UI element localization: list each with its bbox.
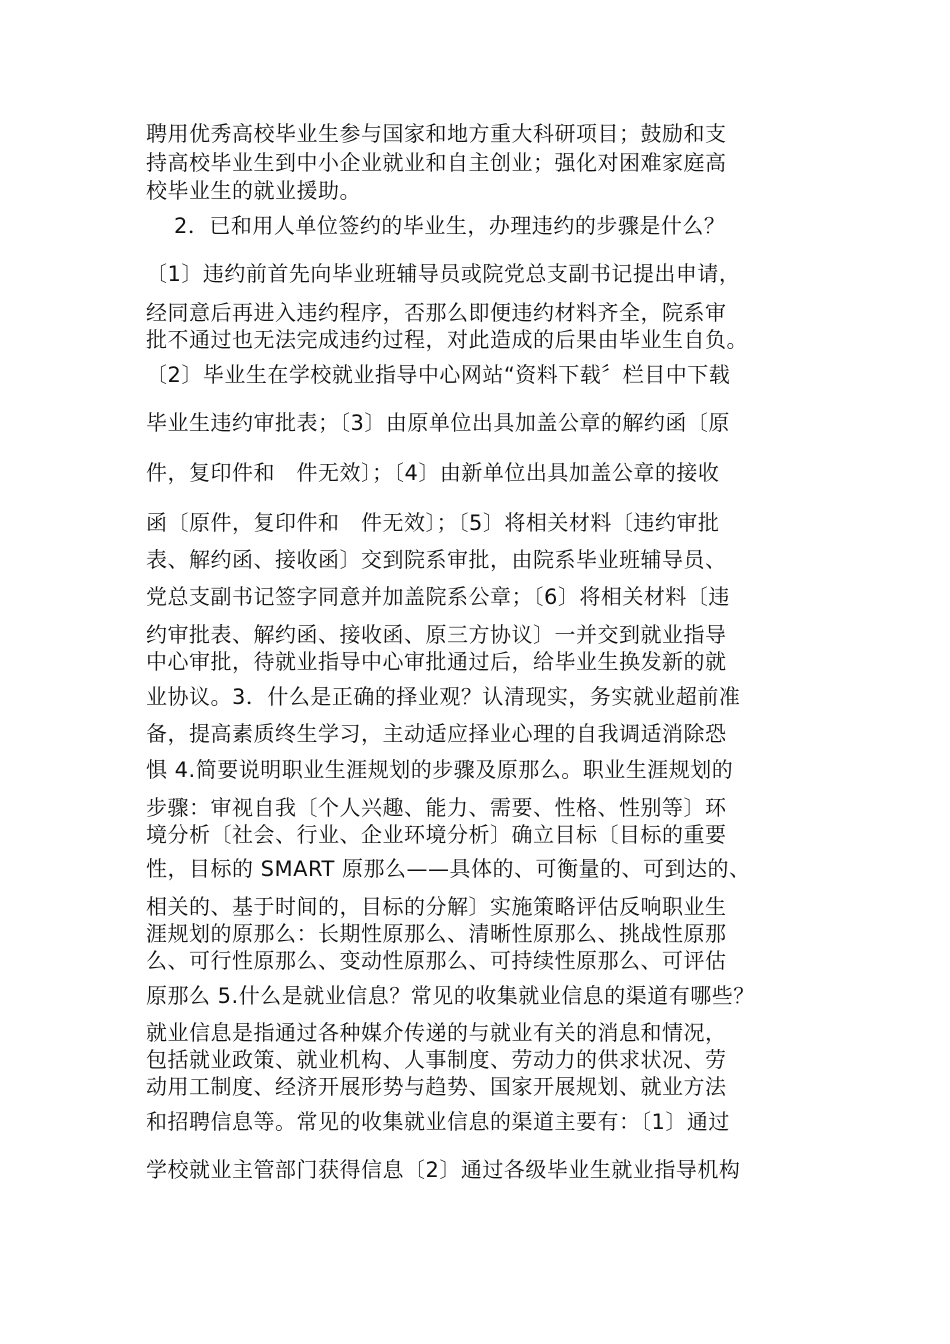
- text-line: 〔2〕毕业生在学校就业指导中心网站“资料下载〞栏目中下载: [146, 363, 731, 387]
- text-line: 聘用优秀高校毕业生参与国家和地方重大科研项目；鼓励和支: [146, 122, 727, 146]
- text-line: 持高校毕业生到中小企业就业和自主创业；强化对困难家庭高: [146, 151, 727, 175]
- text-line: 党总支副书记签字同意并加盖院系公章；〔6〕将相关材料〔违: [146, 585, 730, 609]
- text-line: 包括就业政策、就业机构、人事制度、劳动力的供求状况、劳: [146, 1048, 727, 1072]
- text-line: 经同意后再进入违约程序，否那么即便违约材料齐全，院系审: [146, 301, 727, 325]
- text-line: 境分析〔社会、行业、企业环境分析〕确立目标〔目标的重要: [146, 823, 727, 847]
- text-line: 中心审批，待就业指导中心审批通过后，给毕业生换发新的就: [146, 650, 727, 674]
- text-line: 性，目标的 SMART 原那么——具体的、可衡量的、可到达的、: [146, 857, 751, 881]
- text-line: 件，复印件和 件无效〕；〔4〕由新单位出具加盖公章的接收: [146, 461, 720, 485]
- text-line: 〔1〕违约前首先向毕业班辅导员或院党总支副书记提出申请，: [146, 262, 741, 286]
- text-line: 学校就业主管部门获得信息〔2〕通过各级毕业生就业指导机构: [146, 1158, 741, 1182]
- question-heading: 2．已和用人单位签约的毕业生，办理违约的步骤是什么？: [174, 214, 726, 238]
- text-line: 约审批表、解约函、接收函、原三方协议〕一并交到就业指导: [146, 623, 727, 647]
- text-line: 业协议。3．什么是正确的择业观？认清现实，务实就业超前准: [146, 685, 741, 709]
- text-line: 动用工制度、经济开展形势与趋势、国家开展规划、就业方法: [146, 1075, 727, 1099]
- text-line: 惧 4.简要说明职业生涯规划的步骤及原那么。职业生涯规划的: [146, 758, 734, 782]
- text-line: 步骤：审视自我〔个人兴趣、能力、需要、性格、性别等〕环: [146, 796, 727, 820]
- text-line: 和招聘信息等。常见的收集就业信息的渠道主要有：〔1〕通过: [146, 1110, 730, 1134]
- text-line: 批不通过也无法完成违约过程，对此造成的后果由毕业生自负。: [146, 328, 748, 352]
- text-line: 备，提高素质终生学习，主动适应择业心理的自我调适消除恐: [146, 722, 727, 746]
- text-line: 相关的、基于时间的，目标的分解〕实施策略评估反响职业生: [146, 895, 727, 919]
- text-line: 涯规划的原那么：长期性原那么、清晰性原那么、挑战性原那: [146, 922, 727, 946]
- text-line: 就业信息是指通过各种媒介传递的与就业有关的消息和情况，: [146, 1021, 727, 1045]
- text-line: 函〔原件，复印件和 件无效〕；〔5〕将相关材料〔违约审批: [146, 511, 720, 535]
- text-line: 原那么 5.什么是就业信息？常见的收集就业信息的渠道有哪些？: [146, 984, 755, 1008]
- text-line: 么、可行性原那么、变动性原那么、可持续性原那么、可评估: [146, 949, 727, 973]
- text-line: 校毕业生的就业援助。: [146, 179, 361, 203]
- text-line: 表、解约函、接收函〕交到院系审批，由院系毕业班辅导员、: [146, 548, 727, 572]
- text-line: 毕业生违约审批表；〔3〕由原单位出具加盖公章的解约函〔原: [146, 411, 730, 435]
